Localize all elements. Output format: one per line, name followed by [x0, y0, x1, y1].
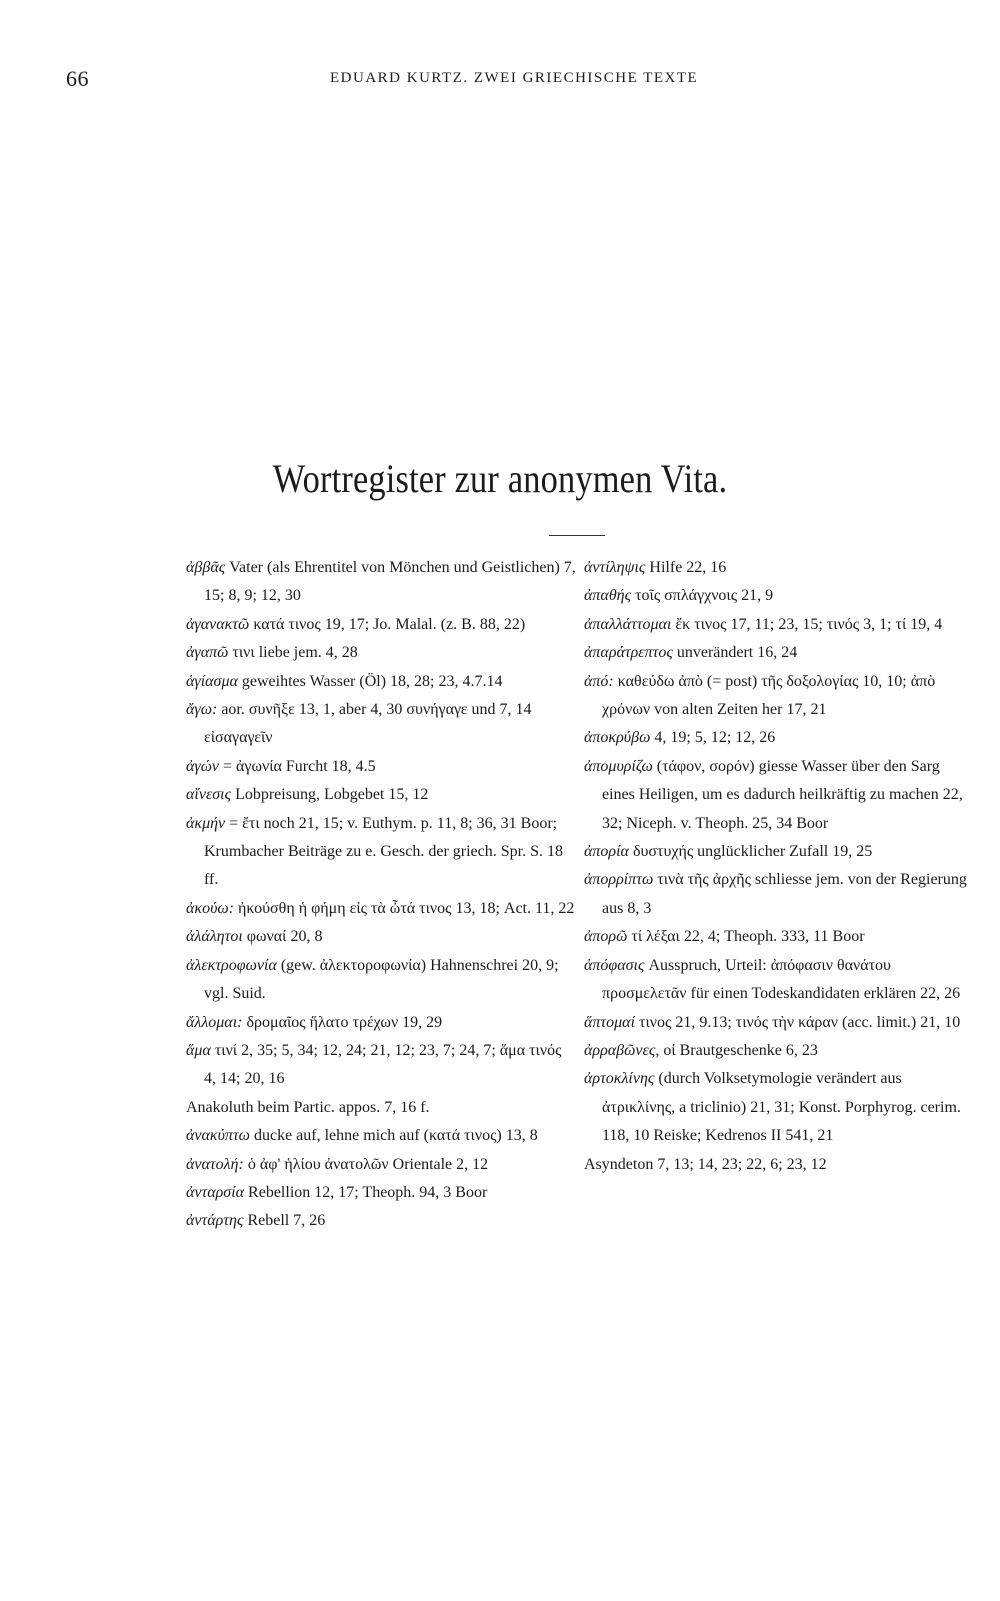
entry-headword: αἴνεσις — [186, 786, 232, 804]
entry-text: = ἔτι noch 21, 15; v. Euthym. p. 11, 8; 36, 31 Boor; Krumbacher Beiträge zu e. Gesch. der griech. Spr. S. 18 ff. — [204, 814, 563, 889]
index-entry — [186, 810, 576, 895]
entry-headword: ἀντίληψις — [584, 559, 646, 576]
entry-text: (τάφον, σορόν) giesse Wasser über den Sarg eines Heiligen, um es dadurch heilkräftig zu machen 22, 32; Niceph. v. Theoph. 25, 34 Boor — [602, 757, 963, 832]
entry-text: δρομαῖος ἥλατο τρέχων 19, 29 — [242, 1013, 443, 1031]
entry-headword: ἄγω: — [186, 701, 218, 719]
index-entry — [186, 1207, 576, 1235]
entry-text: ὁ ἀφ' ἡλίου ἀνατολῶν Orientale 2, 12 — [243, 1155, 489, 1173]
entry-text: Lobpreisung, Lobgebet 15, 12 — [231, 786, 429, 804]
entry-headword: ἀπόφασις — [584, 956, 645, 974]
left-column — [186, 554, 576, 1236]
entry-headword: ἀνακύπτω — [186, 1127, 250, 1145]
entry-text: τινί 2, 35; 5, 34; 12, 24; 21, 12; 23, 7; 24, 7; ἅμα τινός 4, 14; 20, 16 — [204, 1041, 562, 1088]
entry-text: τινι liebe jem. 4, 28 — [228, 644, 358, 662]
index-entry — [186, 1009, 576, 1037]
entry-text: καθεύδω ἀπὸ (= post) τῆς δοξολογίας 10, 10; ἀπὸ χρόνων von alten Zeiten her 17, 21 — [602, 672, 936, 719]
entry-headword: ἀπαλλάττομαι — [584, 615, 672, 633]
index-entry — [584, 668, 976, 725]
index-entry — [186, 1122, 576, 1150]
entry-headword: ἀπορῶ — [584, 928, 628, 946]
entry-headword: ἀπομυρίζω — [584, 757, 653, 775]
entry-headword: ἀντάρτης — [186, 1212, 244, 1230]
entry-text: geweihtes Wasser (Öl) 18, 28; 23, 4.7.14 — [237, 672, 503, 690]
index-entry — [186, 753, 576, 781]
entry-headword: ἀββᾶς — [186, 559, 226, 576]
entry-text: τινος 21, 9.13; τινός τὴν κάραν (acc. limit.) 21, 10 — [635, 1013, 961, 1031]
entry-text: δυστυχής unglücklicher Zufall 19, 25 — [628, 843, 873, 861]
entry-headword: ἀπορρίπτω — [584, 871, 654, 889]
entry-text: ἔκ τινος 17, 11; 23, 15; τινός 3, 1; τί 19, 4 — [671, 615, 943, 633]
entry-headword: ἀγών — [186, 757, 219, 775]
entry-text: κατά τινος 19, 17; Jo. Malal. (z. B. 88, 22) — [249, 615, 526, 633]
entry-headword: ἀρραβῶνες, — [584, 1041, 660, 1059]
entry-headword: ἀλάλητοι — [186, 928, 243, 946]
index-entry — [584, 1009, 976, 1037]
index-entry — [584, 866, 976, 923]
index-entry — [186, 1094, 576, 1122]
title-rule — [549, 535, 605, 536]
entry-text: Anakoluth beim Partic. appos. 7, 16 f. — [186, 1098, 430, 1116]
entry-text: (gew. ἀλεκτοροφωνία) Hahnenschrei 20, 9; vgl. Suid. — [204, 956, 559, 1003]
entry-headword: ἀρτοκλίνης — [584, 1070, 655, 1088]
entry-text: unverändert 16, 24 — [672, 644, 798, 662]
index-entry — [186, 696, 576, 753]
index-entry — [584, 582, 976, 610]
entry-headword: ἄλλομαι: — [186, 1013, 243, 1031]
entry-headword: ἀπό: — [584, 672, 614, 690]
entry-headword: ἀπαθής — [584, 587, 632, 605]
index-entry — [186, 781, 576, 809]
index-entry — [186, 895, 576, 923]
index-entry — [584, 923, 976, 951]
entry-text: Asyndeton 7, 13; 14, 23; 22, 6; 23, 12 — [584, 1155, 827, 1173]
entry-headword: ἀνταρσία — [186, 1183, 245, 1201]
entry-headword: ἀλεκτροφωνία — [186, 956, 277, 974]
entry-text: Rebell 7, 26 — [243, 1212, 326, 1230]
index-entry — [186, 1037, 576, 1094]
entry-text: Rebellion 12, 17; Theoph. 94, 3 Boor — [244, 1183, 488, 1201]
entry-text: Hilfe 22, 16 — [645, 559, 727, 576]
index-entry — [584, 1151, 976, 1179]
index-entry — [584, 1037, 976, 1065]
entry-text: (durch Volksetymologie verändert aus ἀτρικλίνης, a triclinio) 21, 31; Konst. Porphyrog. cerim. 118, 10 Reiske; Kedrenos II 541, 21 — [602, 1070, 961, 1145]
entry-headword: ἁγίασμα — [186, 672, 238, 690]
page-title: Wortregister zur anonymen Vita. — [272, 456, 728, 501]
entry-headword: ἀπορία — [584, 843, 629, 861]
index-entry — [186, 923, 576, 951]
index-entry — [186, 1151, 576, 1179]
entry-text: τινὰ τῆς ἀρχῆς schliesse jem. von der Regierung aus 8, 3 — [602, 871, 967, 917]
entry-text: aor. συνῆξε 13, 1, aber 4, 30 συνήγαγε und 7, 14 εἰσαγαγεῖν — [204, 701, 532, 747]
page-number: 66 — [66, 66, 89, 91]
entry-headword: ἀκούω: — [186, 899, 235, 917]
entry-text: τί λέξαι 22, 4; Theoph. 333, 11 Boor — [627, 928, 865, 946]
index-entry — [186, 554, 576, 611]
entry-text: ἠκούσθη ἡ φήμη εἰς τὰ ὦτά τινος 13, 18; Act. 11, 22 — [234, 899, 575, 917]
index-entry — [584, 952, 976, 1009]
index-entry — [584, 554, 976, 582]
entry-headword: ἅπτομαί — [584, 1013, 636, 1031]
index-entry — [584, 753, 976, 838]
index-entry — [186, 611, 576, 639]
entry-headword: ἀγανακτῶ — [186, 615, 250, 633]
entry-headword: ἀγαπῶ — [186, 644, 229, 662]
index-entry — [584, 838, 976, 866]
index-entry — [186, 1179, 576, 1207]
entry-text: Vater (als Ehrentitel von Mönchen und Geistlichen) 7, 15; 8, 9; 12, 30 — [204, 559, 576, 605]
entry-headword: ἀποκρύβω — [584, 729, 651, 747]
entry-text: ducke auf, lehne mich auf (κατά τινος) 13, 8 — [249, 1127, 538, 1145]
entry-headword: ἀπαράτρεπτος — [584, 644, 673, 662]
entry-headword: ἅμα — [186, 1041, 211, 1059]
index-entry — [584, 611, 976, 639]
entry-headword: ἀκμήν — [186, 814, 226, 832]
entry-text: οἱ Brautgeschenke 6, 23 — [659, 1041, 818, 1059]
index-entry — [186, 668, 576, 696]
entry-text: Ausspruch, Urteil: ἀπόφασιν θανάτου προσμελετᾶν für einen Todeskandidaten erklären 22, 26 — [602, 956, 961, 1003]
index-entry — [584, 724, 976, 752]
index-entry — [186, 952, 576, 1009]
entry-text: φωναί 20, 8 — [242, 928, 323, 946]
index-entry — [584, 1065, 976, 1150]
running-head: EDUARD KURTZ. ZWEI GRIECHISCHE TEXTE — [330, 70, 699, 86]
index-entry — [186, 639, 576, 667]
entry-headword: ἀνατολή: — [186, 1155, 244, 1173]
entry-text: 4, 19; 5, 12; 12, 26 — [650, 729, 776, 747]
entry-text: = ἀγωνία Furcht 18, 4.5 — [218, 757, 376, 775]
right-column — [584, 554, 976, 1179]
entry-text: τοῖς σπλάγχνοις 21, 9 — [631, 587, 774, 605]
index-entry — [584, 639, 976, 667]
